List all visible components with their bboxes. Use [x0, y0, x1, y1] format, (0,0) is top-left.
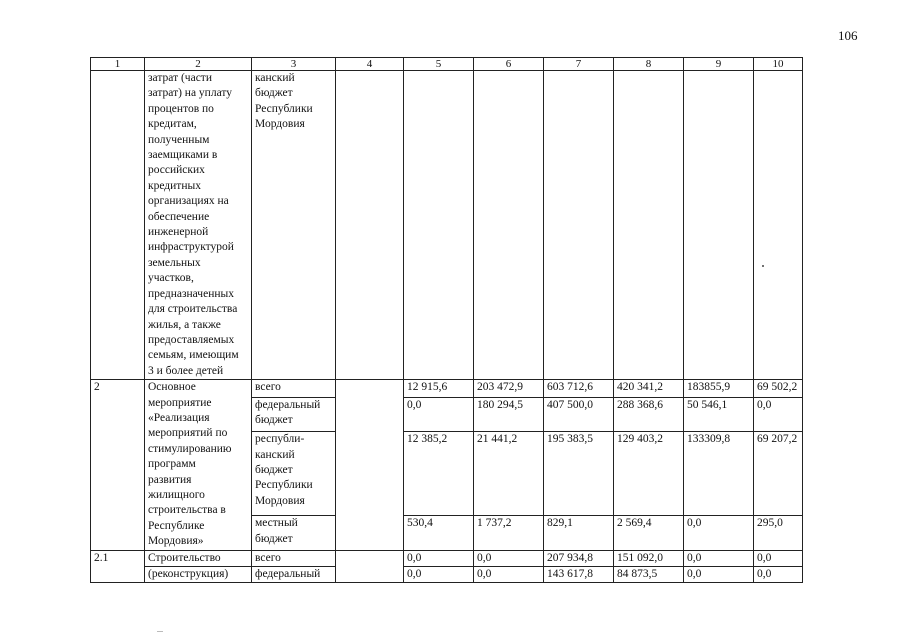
- value-cell: 129 403,2: [614, 432, 684, 516]
- scan-speck: [762, 265, 764, 267]
- value-cell: 288 368,6: [614, 397, 684, 431]
- value-cell: 0,0: [754, 550, 803, 566]
- value-cell: 69 207,2: [754, 432, 803, 516]
- scan-mark: [157, 631, 163, 632]
- value-cell: 0,0: [684, 516, 754, 550]
- column-number: 1: [91, 58, 145, 71]
- column-number: 8: [614, 58, 684, 71]
- value-cell: 69 502,2: [754, 380, 803, 398]
- budget-table: [90, 57, 803, 583]
- value-cell: 203 472,9: [474, 380, 544, 398]
- value-cell: 0,0: [754, 397, 803, 431]
- value-cell: 530,4: [404, 516, 474, 550]
- value-cell: 0,0: [474, 550, 544, 566]
- value-cell: 207 934,8: [544, 550, 614, 566]
- value-cell: 0,0: [404, 550, 474, 566]
- funding-source: всего: [252, 380, 336, 398]
- page-number: 106: [838, 28, 858, 43]
- value-cell: 0,0: [404, 397, 474, 431]
- table-row-continuation: [91, 71, 803, 380]
- row-number: 2: [91, 380, 145, 550]
- value-cell: 183855,9: [684, 380, 754, 398]
- event-description: Строительство: [145, 550, 252, 566]
- value-cell: 133309,8: [684, 432, 754, 516]
- event-description: (реконструкция): [145, 567, 252, 583]
- value-cell: 50 546,1: [684, 397, 754, 431]
- value-cell: 151 092,0: [614, 550, 684, 566]
- funding-source: всего: [252, 550, 336, 566]
- value-cell: 829,1: [544, 516, 614, 550]
- value-cell: 420 341,2: [614, 380, 684, 398]
- table-row: [91, 567, 803, 583]
- event-description: затрат (части затрат) на уплату процентов по кредитам, полученным заемщиками в российских кредитных организациях на обеспечение инженерной инфраструктурой земельных участков, предназначенных для строительства жилья, а также предоставляемых семьям, имеющим 3 и более детей: [145, 71, 252, 380]
- value-cell: 295,0: [754, 516, 803, 550]
- column-number-row: [91, 58, 803, 71]
- value-cell: 21 441,2: [474, 432, 544, 516]
- column-number: 10: [754, 58, 803, 71]
- column-number: 2: [145, 58, 252, 71]
- value-cell: 12 385,2: [404, 432, 474, 516]
- funding-source: канский бюджет Республики Мордовия: [252, 71, 336, 380]
- value-cell: 0,0: [754, 567, 803, 583]
- column-number: 6: [474, 58, 544, 71]
- column-number: 3: [252, 58, 336, 71]
- value-cell: 603 712,6: [544, 380, 614, 398]
- row-number: 2.1: [91, 550, 145, 583]
- column-number: 5: [404, 58, 474, 71]
- funding-source: республи- канский бюджет Республики Мордовия: [252, 432, 336, 516]
- value-cell: 0,0: [684, 550, 754, 566]
- value-cell: 2 569,4: [614, 516, 684, 550]
- value-cell: 84 873,5: [614, 567, 684, 583]
- value-cell: 0,0: [684, 567, 754, 583]
- funding-source: федеральный бюджет: [252, 397, 336, 431]
- value-cell: 195 383,5: [544, 432, 614, 516]
- value-cell: 407 500,0: [544, 397, 614, 431]
- column-number: 9: [684, 58, 754, 71]
- value-cell: 180 294,5: [474, 397, 544, 431]
- column-number: 4: [336, 58, 404, 71]
- value-cell: 0,0: [404, 567, 474, 583]
- value-cell: 143 617,8: [544, 567, 614, 583]
- column-number: 7: [544, 58, 614, 71]
- funding-source: федеральный: [252, 567, 336, 583]
- value-cell: 0,0: [474, 567, 544, 583]
- row-number-cell: [91, 71, 145, 380]
- value-cell: 1 737,2: [474, 516, 544, 550]
- table-row: [91, 380, 803, 398]
- event-description: Основное мероприятие «Реализация мероприятий по стимулированию программ развития жилищного строительства в Республике Мордовия»: [145, 380, 252, 550]
- table-row: [91, 550, 803, 566]
- funding-source: местный бюджет: [252, 516, 336, 550]
- value-cell: 12 915,6: [404, 380, 474, 398]
